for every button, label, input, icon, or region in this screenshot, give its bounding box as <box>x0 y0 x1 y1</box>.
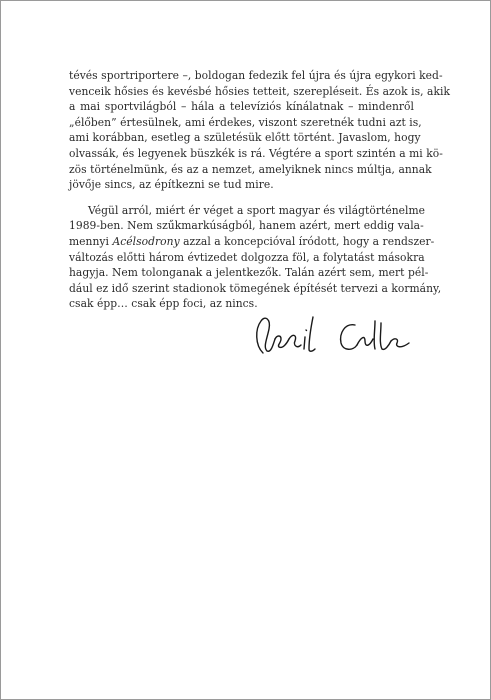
text-line: ami korábban, esetleg a születésük előtt történt. Javaslom, hogy <box>69 131 421 145</box>
text-line: dául ez idő szerint stadionok tömegének építését tervezi a kormány, <box>69 281 442 295</box>
text-line: venceik hősies és kevésbé hősies tetteit, szerepléseit. És azok is, akik <box>69 84 450 98</box>
text-line: csak épp… csak épp foci, az nincs. <box>69 297 258 311</box>
text-line: olvassák, és legyenek büszkék is rá. Végtére a sport szintén a mi kö- <box>69 146 443 160</box>
text-line: Végül arról, miért ér véget a sport magyar és világtörténelme <box>88 203 426 217</box>
text-line: jövője sincs, az építkezni se tud mire. <box>69 178 274 192</box>
text-line <box>69 234 435 250</box>
text-fragment: mennyi <box>69 234 113 248</box>
text-line: zös történelmünk, és az a nemzet, amelyiknek nincs múltja, annak <box>69 162 432 176</box>
text-line: 1989-ben. Nem szűkmarkúságból, hanem azért, mert eddig vala- <box>69 219 424 233</box>
text-line: a mai sportvilágból – hála a televíziós kínálatnak – mindenről <box>69 100 414 114</box>
italic-title: Acélsodrony <box>112 234 180 248</box>
text-line: tévés sportriportere –, boldogan fedezik fel újra és újra egykori ked- <box>69 69 443 82</box>
text-line: „élőben” értesülnek, ami érdekes, viszont szeretnék tudni azt is, <box>69 115 422 129</box>
paragraph-1 <box>69 68 450 193</box>
handwritten-signature <box>249 309 419 359</box>
body-text <box>69 68 450 312</box>
paragraph-2 <box>69 203 442 312</box>
text-line: hagyja. Nem tolonganak a jelentkezők. Talán azért sem, mert pél- <box>69 266 429 280</box>
text-line: változás előtti három évtizedet dolgozza föl, a folytatást másokra <box>69 250 425 264</box>
text-fragment: azzal a koncepcióval íródott, hogy a rendszer- <box>179 234 435 248</box>
